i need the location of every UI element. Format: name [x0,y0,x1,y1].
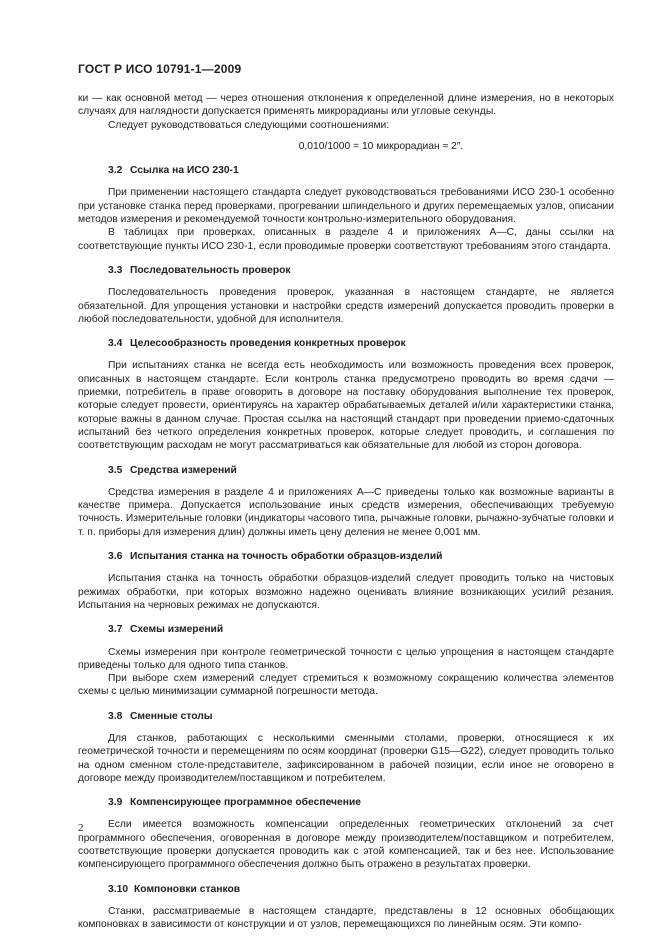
section-paragraph: Испытания станка на точность обработки образцов-изделий следует проводить только на чистовых режимах обработки, при которых возможно надежно оценивать влияние возникающих усилий резания. Испытания на черновых режимах не допускаются. [78,573,614,611]
page-number: 2 [78,822,84,834]
section-title: Целесообразность проведения конкретных проверок [130,338,406,350]
document-body [78,92,614,932]
section-paragraph: Для станков, работающих с несколькими сменными столами, проверки, относящиеся к их геометрической точности и перемещениям по осям координат (проверки G15—G22), следует проводить только на одном сменном столе-представителе, зафиксированном в рабочей позиции, если иное не оговорено в договоре между производителем/поставщиком и потребителем. [78,732,614,784]
continuation-paragraph: ки — как основной метод — через отношения отклонения к определенной длине измерения, но в некоторых случаях для наглядности допускается применять микрорадианы или угловые секунды. [78,93,614,118]
formula: 0,010/1000 = 10 микрорадиан ≈ 2″. [298,140,464,152]
section-title: Средства измерений [130,464,237,476]
section-title: Испытания станка на точность обработки образцов-изделий [130,551,443,563]
intro-paragraph: Следует руководствоваться следующими соотношениями: [108,119,390,131]
section-number: 3.7 [108,624,123,636]
section-heading [108,883,614,896]
section-heading [108,164,614,177]
section-paragraph: При выборе схем измерений следует стремиться к возможному сокращению количества элементов схемы с целью минимизации суммарной погрешности метода. [78,673,614,698]
section-paragraph: Если имеется возможность компенсации определенных геометрических отклонений за счет программного обеспечения, оговоренная в договоре между производителем/поставщиком и потребителем, соответствующие проверки допускается проводить как с этой компенсацией, так и без нее. Использование компенсирующего программного обеспечения должно быть отражено в результатах проверки. [78,819,614,871]
section-title: Компенсирующее программное обеспечение [130,797,362,809]
section-number: 3.6 [108,551,123,563]
section-paragraph: Схемы измерения при контроле геометрической точности с целью упрощения в настоящем стандарте приведены только для одного типа станков. [78,646,614,671]
section-number: 3.10 [108,883,129,895]
section-paragraph: Станки, рассматриваемые в настоящем стандарте, представлены в 12 основных обобщающих компоновках в зависимости от конструкции и от узлов, перемещающихся по линейным осям. Эти компо- [78,905,614,931]
section-heading [108,710,614,723]
section-number: 3.2 [108,165,123,177]
section-heading [108,623,614,636]
section-paragraph: Средства измерения в разделе 4 и приложениях А—С приведены только как возможные варианты в качестве примера. Допускается использование иных средств измерения, обеспечивающих требуемую точность. Измерительные головки (индикаторы часового типа, рычажные головки, рычажно-зубчатые головки и т. п. приборы для измерения длин) должны иметь цену деления не менее 0,001 мм. [78,486,614,538]
section-number: 3.4 [108,338,123,350]
section-heading [108,464,614,477]
section-paragraph: При испытаниях станка не всегда есть необходимость или возможность проведения всех проверок, описанных в настоящем стандарте. Если контроль станка предусмотрено проводить во время сдачи — приемки, потребитель в праве оговорить в договоре на поставку оборудования выполнение тех проверок, которые следует провести, ориентируясь на характер обрабатываемых деталей и/или характеристики станка, которые важны в данном случае. Простая ссылка на настоящий стандарт при проведении приемо-сдаточных испытаний без четкого определения конкретных проверок, которые следует проводить, и соглашения по соответствующим расходам не могут рассматриваться как обязательные для любой из сторон договора. [78,360,614,452]
section-heading [108,337,614,350]
section-number: 3.9 [108,797,123,809]
section-paragraph: В таблицах при проверках, описанных в разделе 4 и приложениях А—С, даны ссылки на соответствующие пункты ИСО 230-1, если проводимые проверки соответствуют требованиям этого стандарта. [78,227,614,252]
section-heading [108,550,614,563]
section-title: Сменные столы [130,710,213,722]
section-title: Компоновки станков [134,883,241,895]
section-heading [108,264,614,277]
document-header: ГОСТ Р ИСО 10791-1—2009 [78,62,242,76]
section-heading [108,796,614,809]
sections-container [78,164,614,931]
section-title: Последовательность проверок [130,264,291,276]
section-title: Ссылка на ИСО 230-1 [130,165,239,177]
section-number: 3.8 [108,710,123,722]
section-paragraph: При применении настоящего стандарта следует руководствоваться требованиями ИСО 230-1 особенно при установке станка перед проверками, прогревании шпиндельного и других перемещаемых узлов, описании методов измерения и рекомендуемой точности контрольно-измерительного оборудования. [78,187,614,226]
section-paragraph: Последовательность проведения проверок, указанная в настоящем стандарте, не является обязательной. Для упрощения установки и настройки средств измерений допускается проводить проверки в любой последовательности, удобной для исполнителя. [78,287,614,325]
section-number: 3.3 [108,264,123,276]
section-title: Схемы измерений [130,624,224,636]
section-number: 3.5 [108,464,123,476]
